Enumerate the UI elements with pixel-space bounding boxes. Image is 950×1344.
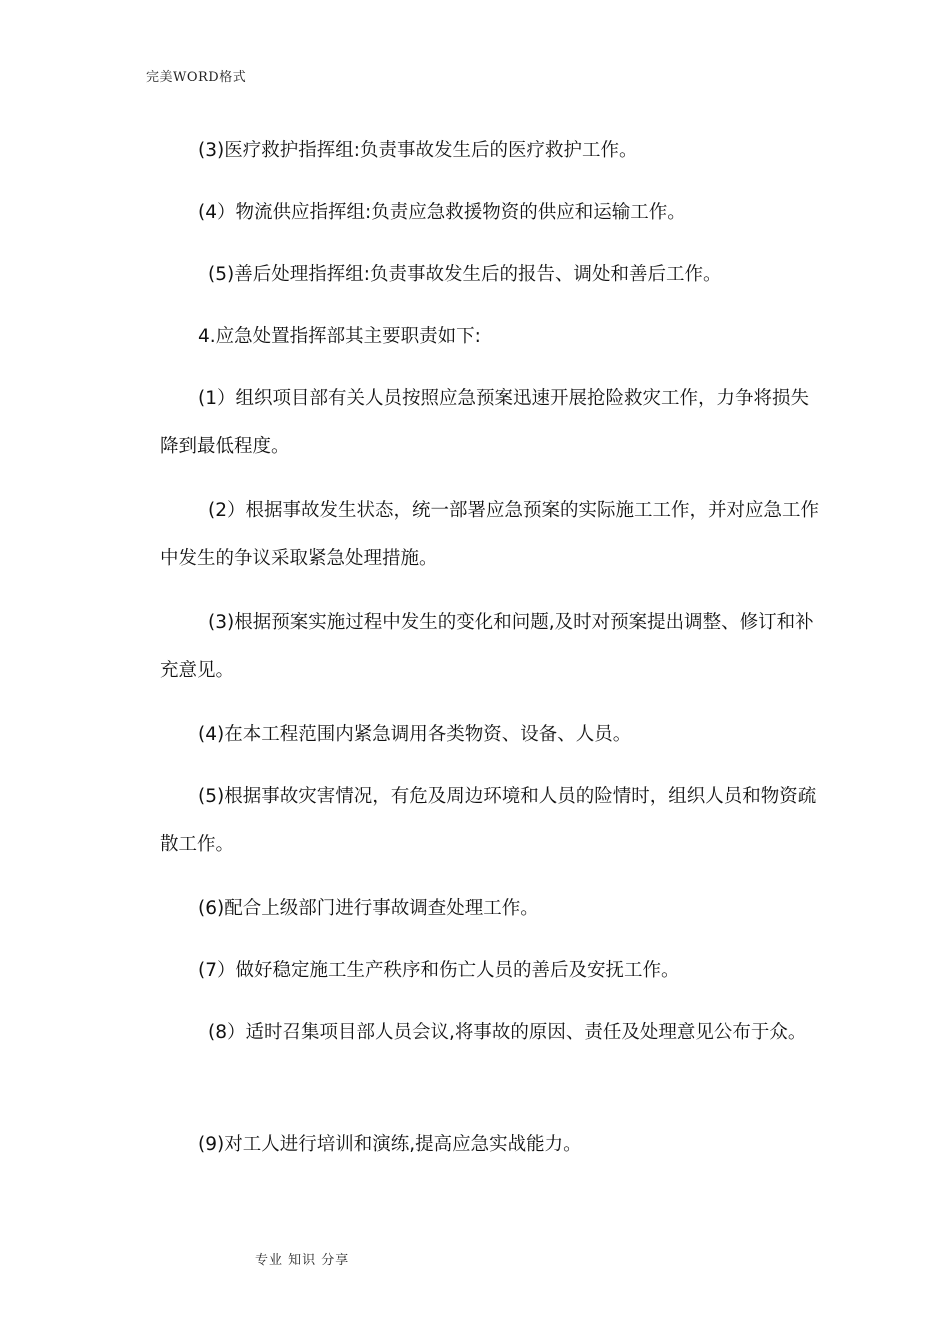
paragraph-duty-8: (8）适时召集项目部人员会议,将事故的原因、责任及处理意见公布于众。 bbox=[208, 1022, 807, 1043]
page-footer: 专业 知识 分享 bbox=[255, 1253, 350, 1268]
section-heading-command-duties: 4.应急处置指挥部其主要职责如下: bbox=[198, 326, 481, 347]
paragraph-duty-3: (3)根据预案实施过程中发生的变化和问题,及时对预案提出调整、修订和补充意见。 bbox=[160, 612, 814, 681]
paragraph-aftermath-group: (5)善后处理指挥组:负责事故发生后的报告、调处和善后工作。 bbox=[208, 264, 722, 285]
paragraph-medical-rescue-group: (3)医疗救护指挥组:负责事故发生后的医疗救护工作。 bbox=[198, 140, 638, 161]
page-header: 完美WORD格式 bbox=[146, 70, 247, 85]
paragraph-duty-5: (5)根据事故灾害情况，有危及周边环境和人员的险情时，组织人员和物资疏散工作。 bbox=[160, 786, 817, 855]
paragraph-duty-2: (2）根据事故发生状态，统一部署应急预案的实际施工工作，并对应急工作中发生的争议采取紧急处理措施。 bbox=[160, 500, 819, 569]
paragraph-duty-6: (6)配合上级部门进行事故调查处理工作。 bbox=[198, 898, 539, 919]
paragraph-logistics-supply-group: (4）物流供应指挥组:负责应急救援物资的供应和运输工作。 bbox=[198, 202, 686, 223]
paragraph-duty-1: (1）组织项目部有关人员按照应急预案迅速开展抢险救灾工作，力争将损失降到最低程度。 bbox=[160, 388, 809, 457]
paragraph-duty-4: (4)在本工程范围内紧急调用各类物资、设备、人员。 bbox=[198, 724, 632, 745]
paragraph-duty-9: (9)对工人进行培训和演练,提高应急实战能力。 bbox=[198, 1134, 582, 1155]
paragraph-duty-7: (7）做好稳定施工生产秩序和伤亡人员的善后及安抚工作。 bbox=[198, 960, 680, 981]
